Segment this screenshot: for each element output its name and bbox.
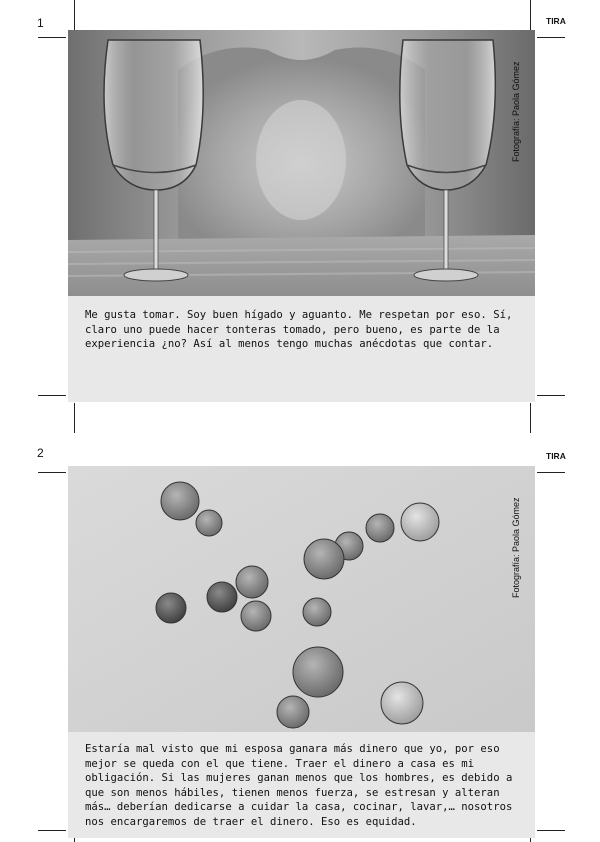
crop-mark bbox=[74, 838, 75, 842]
card bbox=[68, 30, 535, 402]
crop-mark bbox=[38, 472, 66, 473]
crop-mark bbox=[74, 0, 75, 30]
wine-glasses-image bbox=[68, 30, 535, 296]
crop-mark bbox=[530, 0, 531, 30]
crop-mark bbox=[38, 830, 66, 831]
photo-credit: Fotografía: Paola Gómez bbox=[511, 497, 521, 598]
crop-mark bbox=[537, 37, 565, 38]
crop-mark bbox=[38, 395, 66, 396]
crop-mark bbox=[74, 403, 75, 433]
photo-coins bbox=[68, 466, 535, 732]
card bbox=[68, 466, 535, 838]
quote-text: Me gusta tomar. Soy buen hígado y aguanto. Me respetan por eso. Sí, claro uno puede hacer tonteras tomado, pero bueno, es parte de la experiencia ¿no? Así al menos tengo muchas anécdotas que contar. bbox=[85, 309, 513, 350]
crop-mark bbox=[537, 472, 565, 473]
crop-mark bbox=[38, 37, 66, 38]
photo-wine-glasses bbox=[68, 30, 535, 296]
crop-mark bbox=[537, 830, 565, 831]
photo-credit: Fotografía: Paola Gómez bbox=[511, 61, 521, 162]
crop-mark bbox=[530, 838, 531, 842]
slug-label: TIRA bbox=[546, 451, 566, 461]
coins-image bbox=[68, 466, 535, 732]
quote-text: Estaría mal visto que mi esposa ganara más dinero que yo, por eso mejor se queda con el que tiene. Traer el dinero a casa es mi obligación. Si las mujeres ganan menos que los hombres, es debido a que son menos hábiles, tienen menos fuerza, se estresan y alteran más… deberían dedicarse a cuidar la casa, cocinar, lavar,… nosotros nos encargaremos de traer el dinero. Eso es equidad. bbox=[85, 743, 513, 828]
slug-label: TIRA bbox=[546, 16, 566, 26]
crop-mark bbox=[537, 395, 565, 396]
card-number: 1 bbox=[37, 16, 44, 30]
crop-mark bbox=[530, 403, 531, 433]
card-number: 2 bbox=[37, 446, 44, 460]
